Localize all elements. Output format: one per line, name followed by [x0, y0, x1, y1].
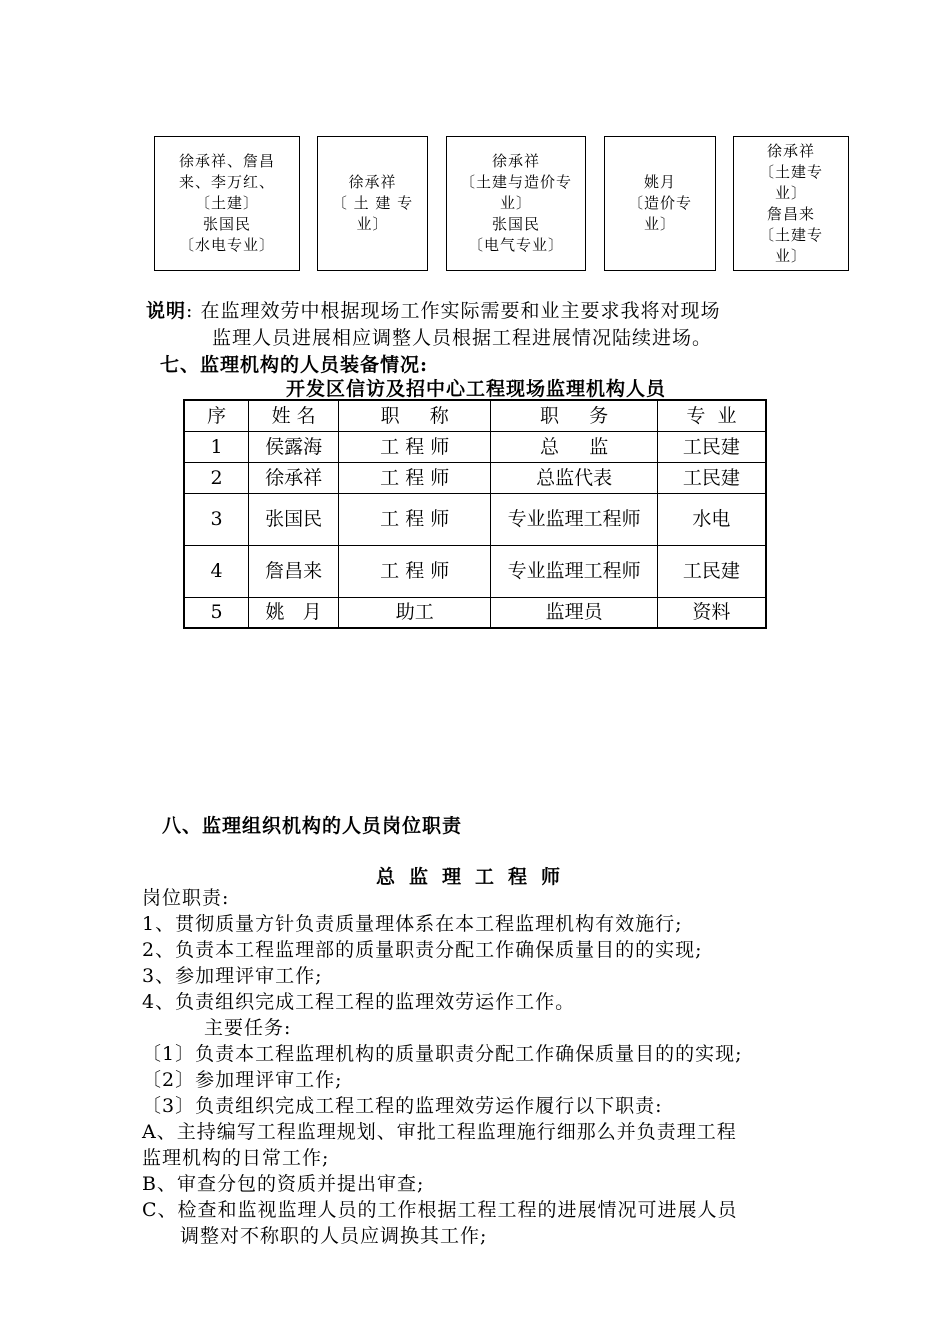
org-box-line: 徐承祥	[766, 141, 815, 160]
cell-specialty: 水电	[657, 493, 766, 545]
cell-name: 姚 月	[249, 597, 339, 628]
org-box-line: 张国民	[202, 215, 251, 233]
org-box-line: 业〕	[356, 215, 389, 233]
letter-item-a-line-1: A、主持编写工程监理规划、审批工程监理施行细那么并负责理工程	[142, 1121, 737, 1143]
header-title: 职 称	[338, 400, 490, 431]
header-position: 职 务	[491, 400, 657, 431]
cell-seq: 5	[184, 597, 249, 628]
cell-position: 总监代表	[491, 462, 657, 493]
table-row	[184, 462, 766, 493]
org-box-line: 徐承祥	[348, 173, 397, 191]
duties-body	[142, 885, 822, 1249]
org-box-3	[446, 136, 586, 271]
staff-table-caption: 开发区信访及招中心工程现场监理机构人员	[285, 378, 666, 400]
duty-item: 4、负责组织完成工程工程的监理效劳运作工作。	[142, 991, 576, 1013]
note-line-2: 监理人员进展相应调整人员根据工程进展情况陆续进场。	[212, 327, 713, 349]
duty-item: 2、负责本工程监理部的质量职责分配工作确保质量目的的实现;	[142, 939, 703, 961]
org-box-line: 业〕	[774, 183, 807, 202]
task-item: 〔2〕参加理评审工作;	[142, 1069, 343, 1091]
cell-specialty: 工民建	[657, 431, 766, 462]
cell-title: 工 程 师	[338, 493, 490, 545]
org-box-line: 业〕	[643, 215, 676, 233]
org-box-line: 〔土建〕	[194, 194, 259, 212]
cell-position: 监理员	[491, 597, 657, 628]
cell-title: 工 程 师	[338, 462, 490, 493]
cell-name: 张国民	[249, 493, 339, 545]
note-label: 说明	[146, 300, 187, 322]
org-box-line: 〔水电专业〕	[178, 236, 275, 254]
letter-item-b: B、审查分包的资质并提出审查;	[142, 1173, 425, 1195]
org-box-line: 〔土建专	[758, 162, 823, 181]
duty-item: 3、参加理评审工作;	[142, 965, 323, 987]
org-box-5	[733, 136, 849, 271]
table-row	[184, 431, 766, 462]
cell-title: 助工	[338, 597, 490, 628]
org-box-4	[604, 136, 716, 271]
header-specialty: 专 业	[657, 400, 766, 431]
letter-item-a-line-2: 监理机构的日常工作;	[142, 1147, 330, 1169]
cell-seq: 2	[184, 462, 249, 493]
org-box-line: 徐承祥	[491, 152, 540, 170]
org-box-line: 〔土建专	[758, 225, 823, 244]
org-box-1	[154, 136, 300, 271]
org-box-line: 〔土建与造价专	[459, 173, 572, 191]
cell-title: 工 程 师	[338, 545, 490, 597]
cell-position: 专业监理工程师	[491, 493, 657, 545]
org-box-line: 来、李万红、	[178, 173, 275, 191]
letter-item-c-line-1: C、检查和监视监理人员的工作根据工程工程的进展情况可进展人员	[142, 1199, 738, 1221]
table-header-row	[184, 400, 766, 431]
org-box-line: 〔 土 建 专	[331, 194, 414, 212]
chief-engineer-title: 总监理工程师	[375, 866, 574, 888]
org-box-line: 张国民	[491, 215, 540, 233]
cell-position: 专业监理工程师	[491, 545, 657, 597]
cell-specialty: 资料	[657, 597, 766, 628]
org-box-line: 〔电气专业〕	[467, 236, 564, 254]
cell-name: 徐承祥	[249, 462, 339, 493]
letter-item-c-line-2: 调整对不称职的人员应调换其工作;	[180, 1225, 488, 1247]
table-row	[184, 597, 766, 628]
header-name: 姓 名	[249, 400, 339, 431]
cell-specialty: 工民建	[657, 462, 766, 493]
org-box-line: 詹昌来	[766, 204, 815, 223]
cell-seq: 3	[184, 493, 249, 545]
org-connector-line	[715, 136, 716, 271]
table-row	[184, 493, 766, 545]
cell-name: 詹昌来	[249, 545, 339, 597]
cell-seq: 1	[184, 431, 249, 462]
duties-label: 岗位职责:	[142, 887, 230, 909]
staff-table	[183, 399, 767, 629]
cell-position: 总 监	[491, 431, 657, 462]
header-seq: 序	[184, 400, 249, 431]
section-7-title: 七、监理机构的人员装备情况:	[160, 354, 429, 376]
cell-specialty: 工民建	[657, 545, 766, 597]
cell-seq: 4	[184, 545, 249, 597]
org-box-2	[317, 136, 428, 271]
section-8-title: 八、监理组织机构的人员岗位职责	[162, 815, 463, 837]
org-box-line: 业〕	[774, 246, 807, 265]
org-box-line: 徐承祥、詹昌	[178, 152, 275, 170]
duty-item: 1、贯彻质量方针负责质量理体系在本工程监理机构有效施行;	[142, 913, 683, 935]
org-box-line: 姚月	[643, 173, 676, 191]
note-colon: :	[186, 300, 201, 322]
tasks-label: 主要任务:	[204, 1017, 292, 1039]
task-item: 〔1〕负责本工程监理机构的质量职责分配工作确保质量目的的实现;	[142, 1043, 743, 1065]
org-box-line: 〔造价专	[627, 194, 692, 212]
table-row	[184, 545, 766, 597]
note-line-1: 在监理效劳中根据现场工作实际需要和业主要求我将对现场	[200, 300, 721, 322]
note-paragraph	[146, 298, 836, 352]
cell-title: 工 程 师	[338, 431, 490, 462]
org-box-line: 业〕	[499, 194, 532, 212]
cell-name: 侯露海	[249, 431, 339, 462]
task-item: 〔3〕负责组织完成工程工程的监理效劳运作履行以下职责:	[142, 1095, 663, 1117]
